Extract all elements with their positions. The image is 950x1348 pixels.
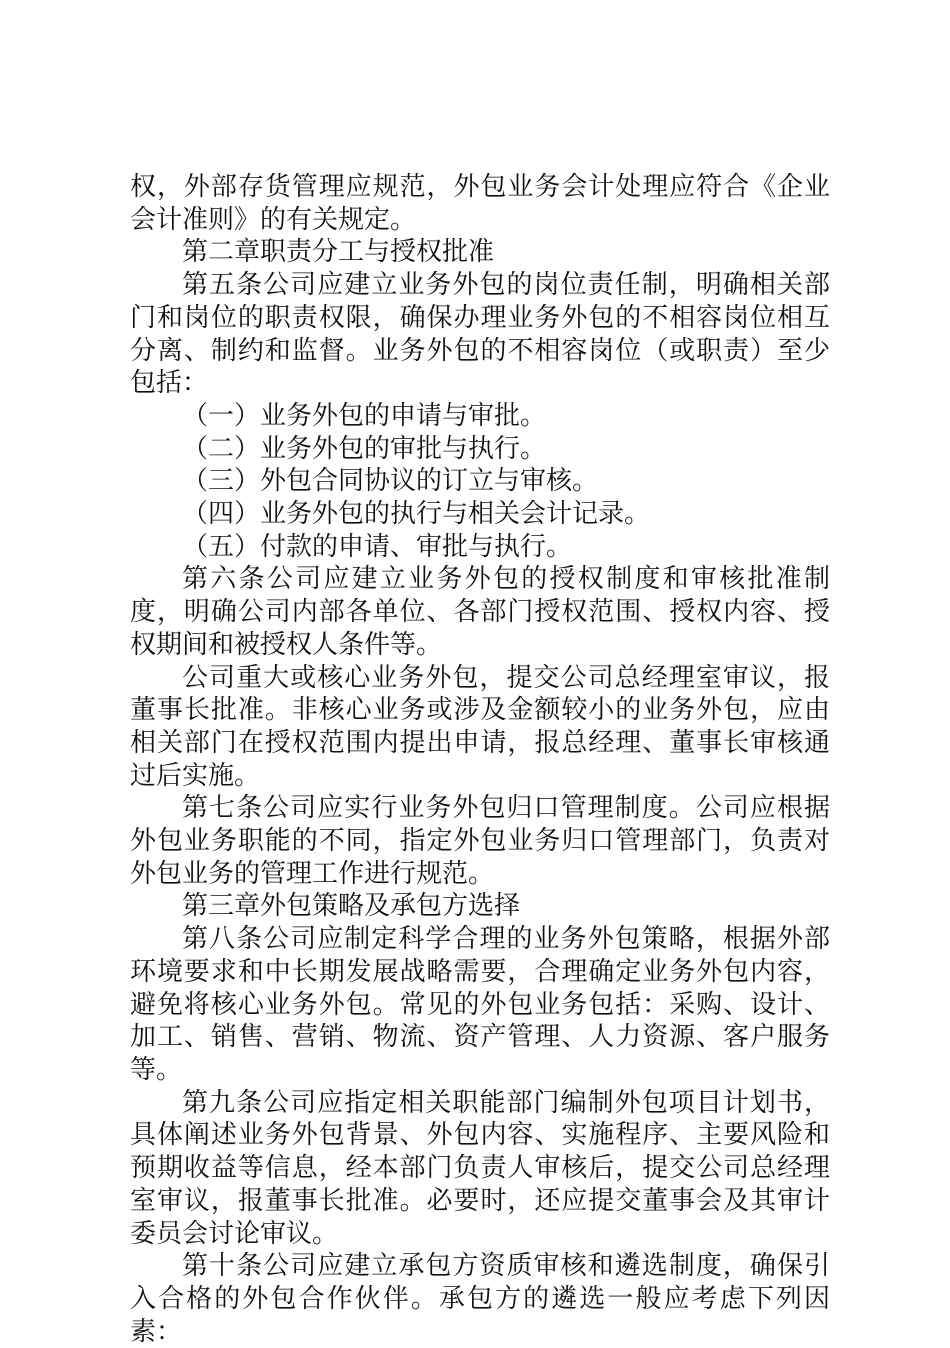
list-item-5: （五）付款的申请、审批与执行。	[182, 531, 573, 562]
paragraph-continuation: 权，外部存货管理应规范，外包业务会计处理应符合《企业会计准则》的有关规定。	[130, 172, 830, 235]
document-body	[130, 171, 830, 1348]
article-6-detail: 公司重大或核心业务外包，提交公司总经理室审议，报董事长批准。非核心业务或涉及金额较小的业务外包，应由相关部门在授权范围内提出申请，报总经理、董事长审核通过后实施。	[130, 662, 830, 791]
article-7: 第七条公司应实行业务外包归口管理制度。公司应根据外包业务职能的不同，指定外包业务归口管理部门，负责对外包业务的管理工作进行规范。	[130, 793, 830, 889]
article-5: 第五条公司应建立业务外包的岗位责任制，明确相关部门和岗位的职责权限，确保办理业务外包的不相容岗位相互分离、制约和监督。业务外包的不相容岗位（或职责）至少包括：	[130, 270, 830, 399]
article-9: 第九条公司应指定相关职能部门编制外包项目计划书，具体阐述业务外包背景、外包内容、实施程序、主要风险和预期收益等信息，经本部门负责人审核后，提交公司总经理室审议，报董事长批准。必要时，还应提交董事会及其审计委员会讨论审议。	[130, 1087, 830, 1249]
list-item-3: （三）外包合同协议的订立与审核。	[182, 466, 599, 497]
chapter-heading-3: 第三章外包策略及承包方选择	[182, 891, 521, 922]
list-item-4: （四）业务外包的执行与相关会计记录。	[182, 499, 651, 530]
list-item-1: （一）业务外包的申请与审批。	[182, 400, 547, 431]
article-8: 第八条公司应制定科学合理的业务外包策略，根据外部环境要求和中长期发展战略需要，合理确定业务外包内容，避免将核心业务外包。常见的外包业务包括：采购、设计、加工、销售、营销、物流、资产管理、人力资源、客户服务等。	[130, 924, 830, 1085]
chapter-heading-2: 第二章职责分工与授权批准	[182, 237, 495, 268]
article-10: 第十条公司应建立承包方资质审核和遴选制度，确保引入合格的外包合作伙伴。承包方的遴选一般应考虑下列因素：	[130, 1251, 830, 1347]
article-6: 第六条公司应建立业务外包的授权制度和审核批准制度，明确公司内部各单位、各部门授权范围、授权内容、授权期间和被授权人条件等。	[130, 564, 830, 660]
list-item-2: （二）业务外包的审批与执行。	[182, 433, 547, 464]
